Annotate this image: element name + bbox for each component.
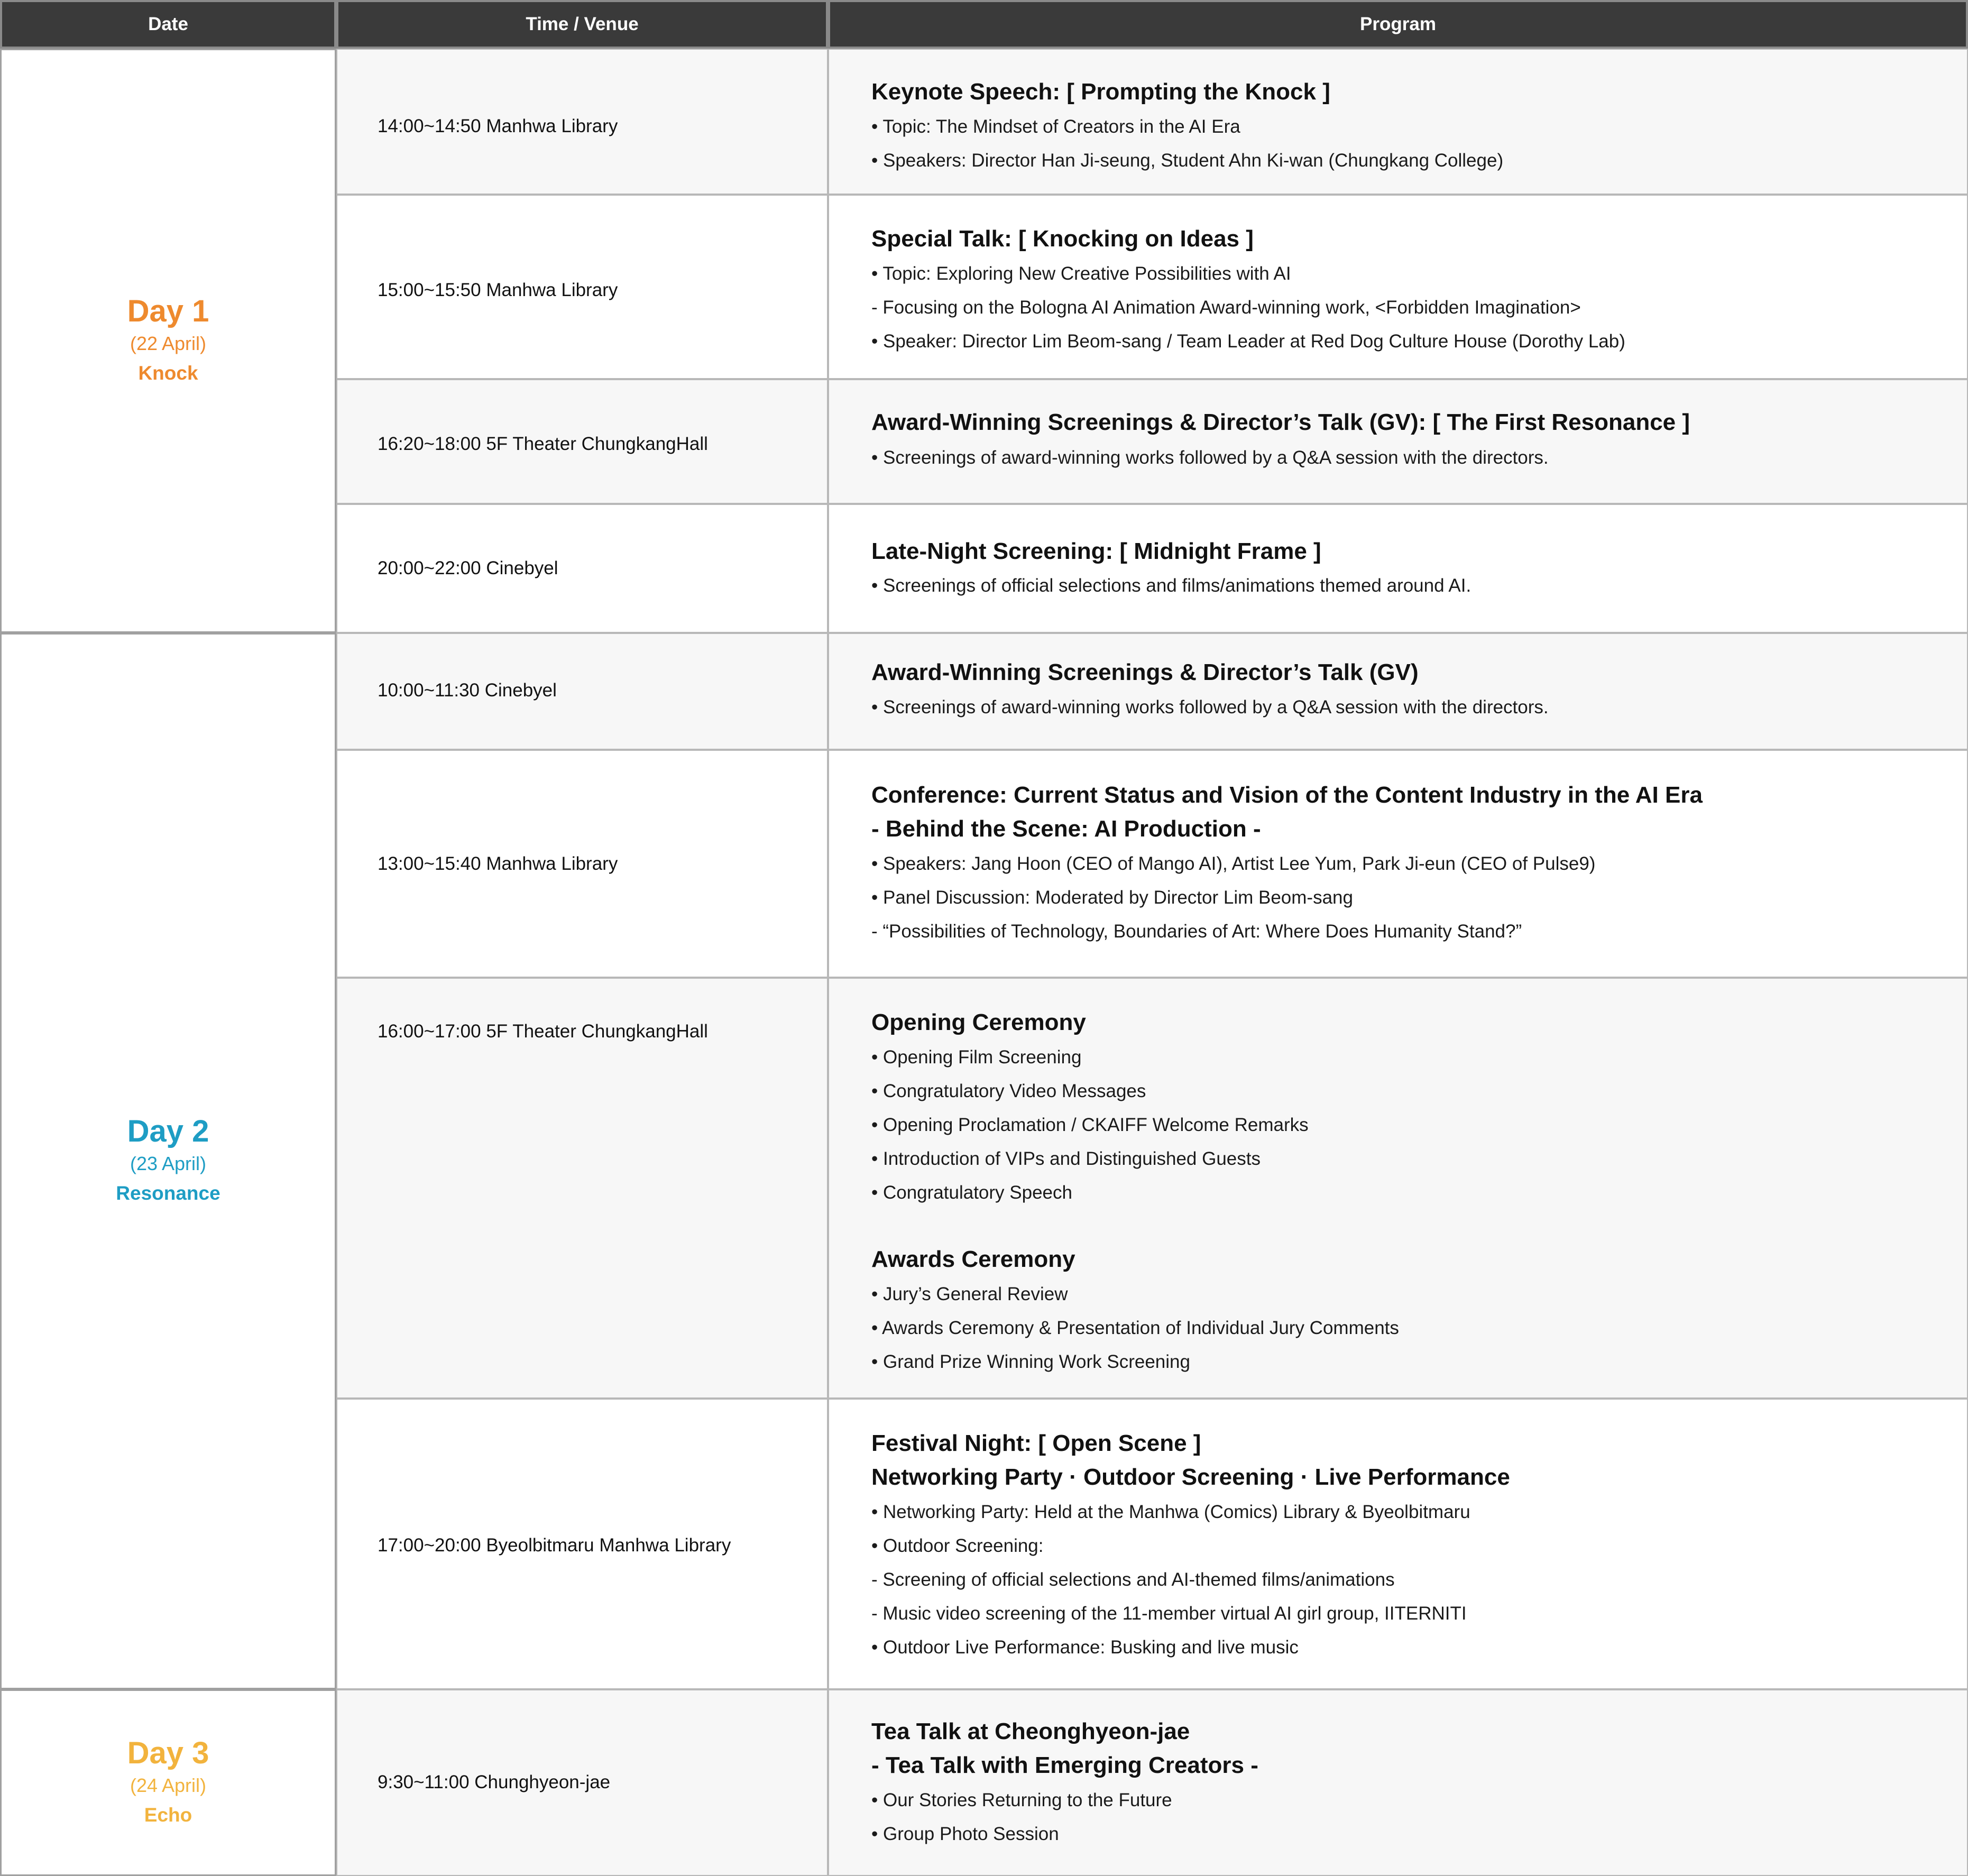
program-heading: Award-Winning Screenings & Director’s Talk (GV) [871, 659, 1419, 685]
program-bullet: • Networking Party: Held at the Manhwa (Comics) Library & Byeolbitmaru [871, 1502, 1470, 1522]
time-venue-cell [336, 978, 828, 1399]
program-bullet: • Awards Ceremony & Presentation of Individual Jury Comments [871, 1318, 1399, 1338]
program-heading: Awards Ceremony [871, 1246, 1075, 1272]
program-heading: Keynote Speech: [ Prompting the Knock ] [871, 79, 1330, 105]
day-date: (23 April) [130, 1153, 207, 1174]
program-bullet: • Introduction of VIPs and Distinguished Guests [871, 1148, 1261, 1169]
header-time-venue-label: Time / Venue [526, 14, 639, 34]
program-heading: - Tea Talk with Emerging Creators - [871, 1752, 1258, 1778]
time-venue-cell [336, 750, 828, 978]
header-program [828, 0, 1968, 49]
day-theme: Knock [138, 362, 198, 384]
header-program-label: Program [1360, 14, 1436, 34]
program-bullet: • Screenings of award-winning works followed by a Q&A session with the directors. [871, 697, 1549, 718]
program-cell [828, 195, 1968, 379]
program-cell [828, 1399, 1968, 1689]
day-name: Day 1 [127, 293, 209, 328]
program-heading: Tea Talk at Cheonghyeon-jae [871, 1718, 1190, 1744]
program-bullet: • Panel Discussion: Moderated by Director Lim Beom-sang [871, 887, 1353, 908]
time-venue-text: 9:30~11:00 Chunghyeon-jae [378, 1772, 611, 1792]
time-venue-cell [336, 633, 828, 750]
program-heading: Festival Night: [ Open Scene ] [871, 1430, 1201, 1456]
program-bullet: - Screening of official selections and AI-themed films/animations [871, 1569, 1395, 1590]
program-heading: Late-Night Screening: [ Midnight Frame ] [871, 538, 1321, 564]
time-venue-cell [336, 1399, 828, 1689]
program-heading: Award-Winning Screenings & Director’s Talk (GV): [ The First Resonance ] [871, 409, 1690, 435]
program-bullet: • Outdoor Screening: [871, 1535, 1044, 1556]
day-name: Day 3 [127, 1735, 209, 1770]
program-bullet: • Group Photo Session [871, 1824, 1059, 1844]
program-heading: Conference: Current Status and Vision of the Content Industry in the AI Era [871, 782, 1703, 808]
time-venue-cell [336, 1689, 828, 1876]
program-bullet: • Grand Prize Winning Work Screening [871, 1351, 1190, 1372]
program-bullet: • Opening Film Screening [871, 1047, 1082, 1068]
program-bullet: - “Possibilities of Technology, Boundaries of Art: Where Does Humanity Stand?” [871, 921, 1522, 942]
program-bullet: • Jury’s General Review [871, 1284, 1068, 1304]
time-venue-cell [336, 49, 828, 195]
time-venue-cell [336, 379, 828, 504]
day-date: (24 April) [130, 1774, 207, 1796]
time-venue-text: 13:00~15:40 Manhwa Library [378, 853, 618, 874]
time-venue-cell [336, 195, 828, 379]
program-cell [828, 978, 1968, 1399]
header-time-venue [336, 0, 828, 49]
time-venue-text: 15:00~15:50 Manhwa Library [378, 280, 618, 300]
program-bullet: • Screenings of official selections and films/animations themed around AI. [871, 575, 1472, 596]
time-venue-text: 10:00~11:30 Cinebyel [378, 680, 557, 701]
program-bullet: • Congratulatory Speech [871, 1182, 1072, 1203]
program-cell [828, 750, 1968, 978]
time-venue-text: 17:00~20:00 Byeolbitmaru Manhwa Library [378, 1535, 731, 1556]
program-cell [828, 379, 1968, 504]
header-date [0, 0, 336, 49]
program-bullet: • Topic: Exploring New Creative Possibilities with AI [871, 263, 1291, 284]
program-cell [828, 49, 1968, 195]
program-bullet: - Music video screening of the 11-member virtual AI girl group, IITERNITI [871, 1603, 1467, 1624]
day-theme: Echo [144, 1804, 192, 1826]
day-date: (22 April) [130, 332, 207, 354]
program-bullet: • Speakers: Jang Hoon (CEO of Mango AI), Artist Lee Yum, Park Ji-eun (CEO of Pulse9) [871, 853, 1596, 874]
day-theme: Resonance [116, 1182, 220, 1204]
program-bullet: • Our Stories Returning to the Future [871, 1790, 1172, 1810]
program-bullet: • Topic: The Mindset of Creators in the AI Era [871, 116, 1240, 137]
program-bullet: • Speakers: Director Han Ji-seung, Student Ahn Ki-wan (Chungkang College) [871, 150, 1504, 171]
program-bullet: - Focusing on the Bologna AI Animation Award-winning work, <Forbidden Imagination> [871, 297, 1581, 318]
time-venue-text: 16:00~17:00 5F Theater ChungkangHall [378, 1021, 708, 1042]
program-bullet: • Screenings of award-winning works followed by a Q&A session with the directors. [871, 447, 1549, 468]
program-bullet: • Outdoor Live Performance: Busking and live music [871, 1637, 1299, 1658]
program-heading: Special Talk: [ Knocking on Ideas ] [871, 226, 1254, 252]
time-venue-text: 20:00~22:00 Cinebyel [378, 558, 558, 578]
day-1-cell [0, 49, 336, 633]
program-heading: - Behind the Scene: AI Production - [871, 816, 1261, 842]
program-bullet: • Opening Proclamation / CKAIFF Welcome Remarks [871, 1115, 1309, 1135]
program-heading: Opening Ceremony [871, 1009, 1086, 1035]
program-bullet: • Speaker: Director Lim Beom-sang / Team Leader at Red Dog Culture House (Dorothy Lab) [871, 331, 1625, 352]
time-venue-cell [336, 504, 828, 633]
time-venue-text: 16:20~18:00 5F Theater ChungkangHall [378, 434, 708, 454]
program-heading: Networking Party · Outdoor Screening · Live Performance [871, 1464, 1510, 1490]
time-venue-text: 14:00~14:50 Manhwa Library [378, 116, 618, 136]
program-cell [828, 1689, 1968, 1876]
program-bullet: • Congratulatory Video Messages [871, 1081, 1146, 1101]
header-date-label: Date [148, 14, 188, 34]
day-name: Day 2 [127, 1114, 209, 1148]
program-cell [828, 633, 1968, 750]
program-cell [828, 504, 1968, 633]
day-2-cell [0, 633, 336, 1689]
day-3-cell [0, 1689, 336, 1876]
